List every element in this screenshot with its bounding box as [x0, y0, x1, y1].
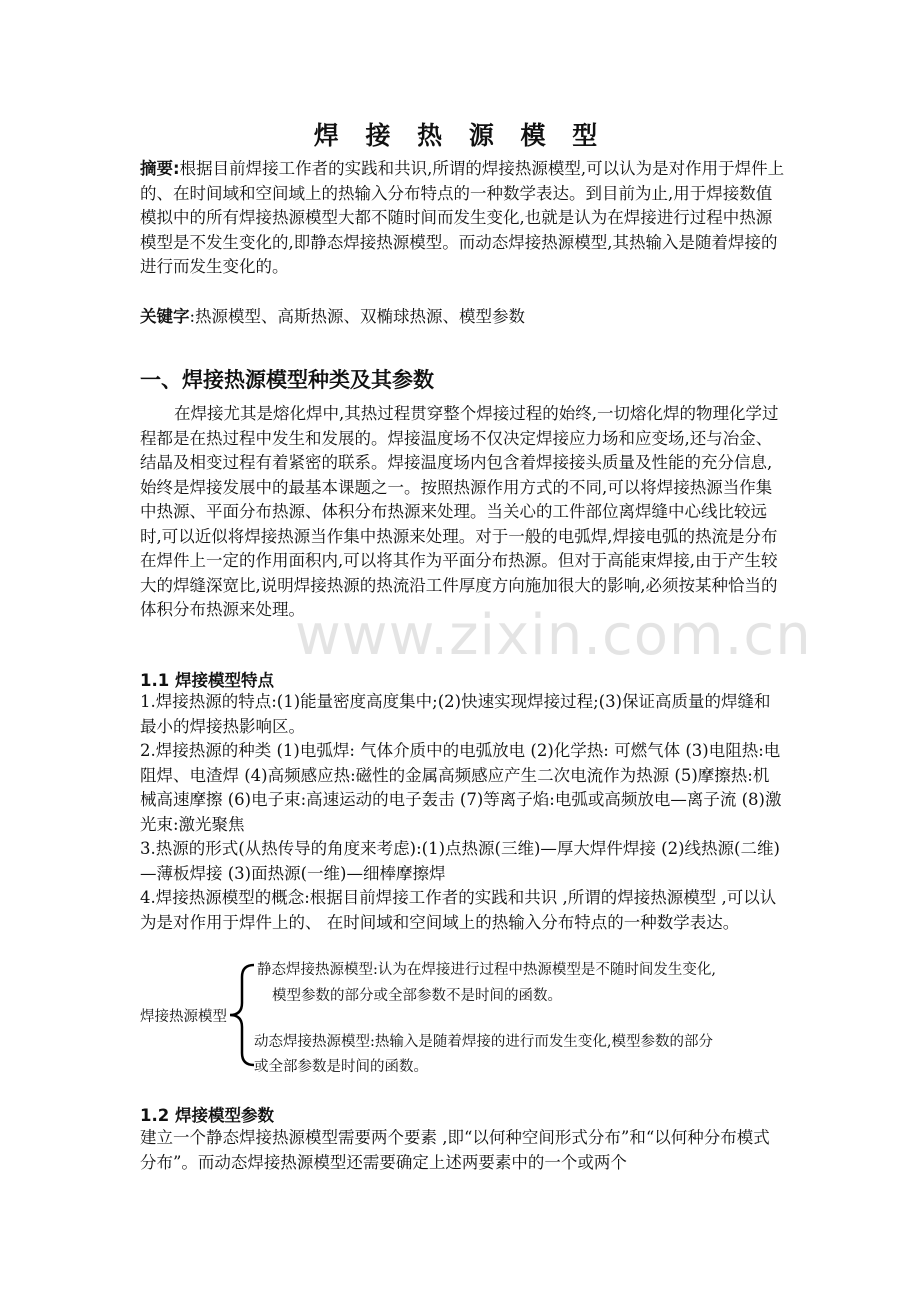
section-1-2-heading: 1.2 焊接模型参数: [140, 1106, 274, 1125]
diagram-static-line-2: 模型参数的部分或全部参数不是时间的函数。: [272, 988, 562, 1004]
keywords: [140, 305, 785, 330]
diagram-static-line-1: 静态焊接热源模型:认为在焊接进行过程中热源模型是不随时间发生变化,: [257, 962, 716, 978]
list-item: 3.热源的形式(从热传导的角度来考虑):(1)点热源(三维)—厚大焊件焊接 (2)线热源(二维)—薄板焊接 (3)面热源(一维)—细棒摩擦焊: [140, 839, 780, 883]
section-1-heading: 一、焊接热源模型种类及其参数: [140, 368, 434, 392]
keywords-text: :热源模型、高斯热源、双椭球热源、模型参数: [189, 307, 526, 326]
diagram-dynamic-line-1: 动态焊接热源模型:热输入是随着焊接的进行而发生变化,模型参数的部分: [254, 1034, 713, 1050]
keywords-label: 关键字: [140, 307, 190, 326]
diagram-root-label: 焊接热源模型: [140, 1009, 227, 1025]
document-title: 焊 接 热 源 模 型: [313, 121, 607, 150]
section-1-paragraph: 在焊接尤其是熔化焊中,其热过程贯穿整个焊接过程的始终,一切熔化焊的物理化学过程都是在热过程中发生和发展的。焊接温度场不仅决定焊接应力场和应变场,还与冶金、结晶及相变过程有着紧密的联系。焊接温度场内包含着焊接接头质量及性能的充分信息, 始终是焊接发展中的最基本课题之一。按照热源作用方式的不同,可以将焊接热源当作集中热源、平面分布热源、体积分布热源来处理。当关心的工件部位离焊缝中心线比较远时,可以近似将焊接热源当作集中热源来处理。对于一般的电弧焊,焊接电弧的热流是分布在焊件上一定的作用面积内,可以将其作为平面分布热源。但对于高能束焊接,由于产生较大的焊缝深宽比,说明焊接热源的热流沿工件厚度方向施加很大的影响,必须按某种恰当的体积分布热源来处理。: [140, 404, 779, 619]
curly-brace-icon: [228, 963, 258, 1068]
diagram-dynamic-line-2: 或全部参数是时间的函数。: [254, 1059, 428, 1075]
abstract: [140, 157, 785, 280]
list-item: 2.焊接热源的种类 (1)电弧焊: 气体介质中的电弧放电 (2)化学热: 可燃气体 (3)电阻热:电阻焊、电渣焊 (4)高频感应热:磁性的金属高频感应产生二次电流作为热源 (5)摩擦热:机械高速摩擦 (6)电子束:高速运动的电子轰击 (7)等离子焰:电弧或高频放电—离子流 (8)激光束:激光聚焦: [140, 741, 782, 834]
watermark: www.zixin.com.cn: [295, 603, 812, 668]
abstract-text: 根据目前焊接工作者的实践和共识,所谓的焊接热源模型,可以认为是对作用于焊件上的、在时间域和空间域上的热输入分布特点的一种数学表达。到目前为止,用于焊接数值模拟中的所有焊接热源模型大都不随时间而发生变化,也就是认为在焊接进行过程中热源模型是不发生变化的,即静态焊接热源模型。而动态焊接热源模型,其热输入是随着焊接的进行而发生变化的。: [140, 159, 785, 276]
section-1-1-heading: 1.1 焊接模型特点: [140, 671, 274, 690]
features-list: [140, 690, 785, 935]
list-item: 1.焊接热源的特点:(1)能量密度高度集中;(2)快速实现焊接过程;(3)保证高质量的焊缝和最小的焊接热影响区。: [140, 692, 771, 736]
abstract-label: 摘要:: [140, 159, 180, 178]
section-1-2-paragraph: 建立一个静态焊接热源模型需要两个要素 ,即“以何种空间形式分布”和“以何种分布模式分布”。而动态焊接热源模型还需要确定上述两要素中的一个或两个: [140, 1128, 770, 1172]
list-item: 4.焊接热源模型的概念:根据目前焊接工作者的实践和共识 ,所谓的焊接热源模型 ,可以认 为是对作用于焊件上的、 在时间域和空间域上的热输入分布特点的一种数学表达。: [140, 888, 777, 932]
